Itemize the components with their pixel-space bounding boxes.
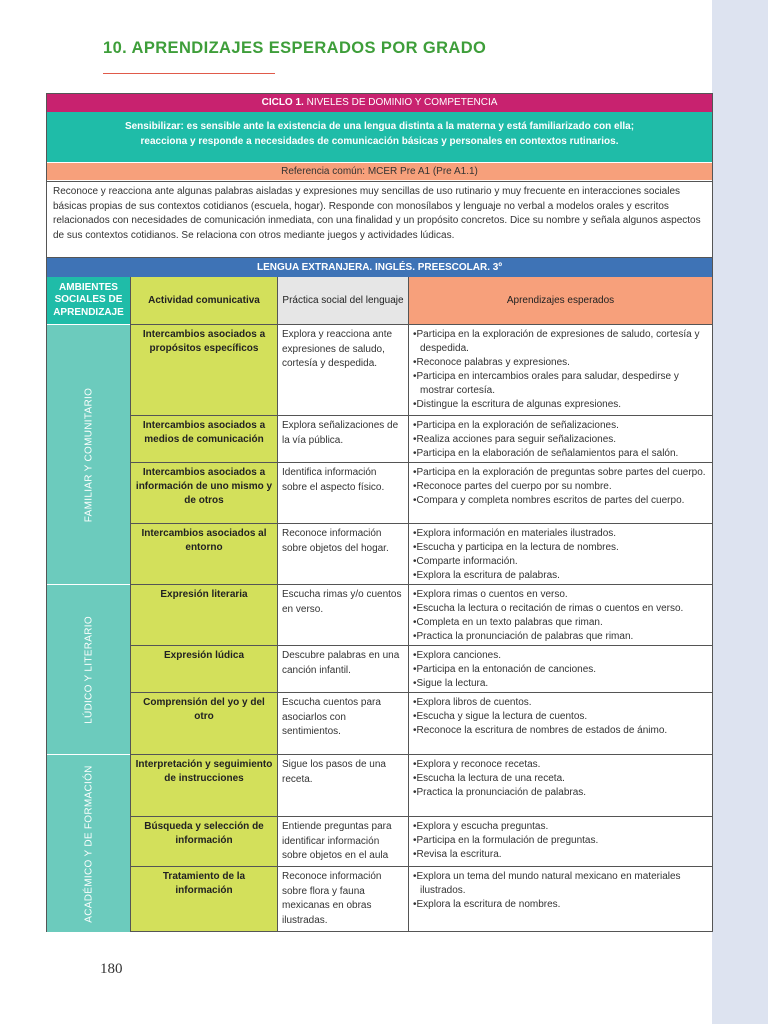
aprendizaje-item: •Sigue la lectura. [413,678,489,690]
group-academico-formacion [47,754,130,932]
aprendizaje-item: •Escucha la lectura de una receta. [413,773,565,785]
aprendizajes-cell [408,693,712,754]
aprendizaje-item: •Participa en la exploración de señalizaciones. [413,420,619,431]
page-number: 180 [100,961,123,977]
aprendizaje-item: •Participa en la elaboración de señalamientos para el salón. [413,448,679,460]
cycle-prefix: CICLO 1. [261,97,304,108]
practica-cell: Reconoce información sobre objetos del hogar. [277,524,408,584]
reference-band: Referencia común: MCER Pre A1 (Pre A1.1) [47,162,712,180]
aprendizaje-item: •Explora la escritura de palabras. [413,570,560,582]
aprendizaje-item: •Escucha y participa en la lectura de nombres. [413,542,619,554]
header-actividad: Actividad comunicativa [130,277,277,324]
practica-cell: Reconoce información sobre flora y fauna mexicanas en obras ilustradas. [277,867,408,931]
aprendizaje-item: •Explora libros de cuentos. [413,697,532,708]
practica-cell: Escucha rimas y/o cuentos en verso. [277,585,408,645]
aprendizaje-item: •Realiza acciones para seguir señalizaciones. [413,434,617,446]
aprendizaje-item: •Explora y escucha preguntas. [413,821,549,832]
group-label: ACADÉMICO Y DE FORMACIÓN [83,764,94,923]
table-row [130,462,712,523]
aprendizajes-cell [408,585,712,645]
aprendizajes-cell [408,524,712,584]
level-description: Reconoce y reacciona ante algunas palabras aisladas y expresiones muy sencillas de uso rutinario y muy frecuente en interacciones sociales básicas propias de sus contextos cotidianos (escuela, hogar). Responde con monosílabos y lenguaje no verbal a modelos orales y escritos relacionados con necesidades de comunicación inmediata, con una finalidad y un propósito concretos. Dice su nombre y señala algunos aspectos de sus contextos cotidianos. Se relaciona con otros mediante juegos y actividades lúdicas. [47,181,712,258]
practica-cell: Identifica información sobre el aspecto físico. [277,463,408,523]
practica-cell: Explora y reacciona ante expresiones de saludo, cortesía y despedida. [277,325,408,415]
cycle-title: NIVELES DE DOMINIO Y COMPETENCIA [303,97,498,108]
actividad-cell: Intercambios asociados a información de uno mismo y de otros [130,463,277,523]
aprendizaje-item: •Explora y reconoce recetas. [413,759,541,770]
group-label: LÚDICO Y LITERARIO [83,615,94,724]
aprendizajes-cell [408,867,712,931]
table-row [130,645,712,692]
actividad-cell: Tratamiento de la información [130,867,277,931]
aprendizaje-item: •Explora rimas o cuentos en verso. [413,589,568,600]
group-label: FAMILIAR Y COMUNITARIO [83,387,94,522]
table-row [130,692,712,754]
actividad-cell: Comprensión del yo y del otro [130,693,277,754]
aprendizaje-item: •Distingue la escritura de algunas expresiones. [413,399,622,411]
header-aprendizajes: Aprendizajes esperados [408,277,712,324]
aprendizaje-item: •Participa en la exploración de preguntas sobre partes del cuerpo. [413,467,706,478]
aprendizaje-item: •Comparte información. [413,556,518,568]
aprendizajes-cell [408,463,712,523]
practica-cell: Entiende preguntas para identificar información sobre objetos en el aula [277,817,408,866]
aprendizaje-item: •Reconoce partes del cuerpo por su nombre. [413,481,612,493]
curriculum-table [46,93,713,932]
aprendizaje-item: •Explora un tema del mundo natural mexicano en materiales ilustrados. [413,871,681,897]
aprendizajes-cell [408,416,712,462]
aprendizaje-item: •Explora información en materiales ilustrados. [413,528,617,539]
aprendizajes-cell [408,646,712,692]
practica-cell: Explora señalizaciones de la vía pública. [277,416,408,462]
aprendizaje-item: •Participa en la entonación de canciones. [413,664,597,676]
practica-cell: Escucha cuentos para asociarlos con sentimientos. [277,693,408,754]
table-row [130,324,712,415]
group-familiar-comunitario [47,324,130,584]
aprendizaje-item: •Compara y completa nombres escritos de partes del cuerpo. [413,495,685,507]
actividad-cell: Expresión lúdica [130,646,277,692]
side-margin-strip [712,0,768,1024]
aprendizaje-item: •Escucha y sigue la lectura de cuentos. [413,711,588,723]
aprendizaje-item: •Completa en un texto palabras que riman. [413,617,603,629]
table-row [130,816,712,866]
aprendizaje-item: •Reconoce palabras y expresiones. [413,357,570,369]
heading-underline [103,73,275,74]
table-row [130,754,712,816]
header-practica: Práctica social del lenguaje [277,277,408,324]
table-row [130,866,712,931]
header-ambientes: AMBIENTES SOCIALES DE APRENDIZAJE [47,277,130,324]
practica-cell: Sigue los pasos de una receta. [277,755,408,816]
aprendizajes-cell [408,325,712,415]
actividad-cell: Búsqueda y selección de información [130,817,277,866]
aprendizaje-item: •Revisa la escritura. [413,849,502,861]
page-heading: 10. APRENDIZAJES ESPERADOS POR GRADO [103,39,487,57]
aprendizajes-cell [408,755,712,816]
table-row [130,584,712,645]
aprendizaje-item: •Participa en la formulación de preguntas. [413,835,599,847]
aprendizaje-item: •Participa en intercambios orales para saludar, despedirse y mostrar cortesía. [413,371,679,397]
table-row [130,523,712,584]
table-row [130,415,712,462]
aprendizaje-item: •Participa en la exploración de expresiones de saludo, cortesía y despedida. [413,329,700,355]
aprendizaje-item: •Reconoce la escritura de nombres de estados de ánimo. [413,725,668,737]
aprendizaje-item: •Explora la escritura de nombres. [413,899,561,911]
cycle-band [47,94,712,112]
aprendizaje-item: •Practica la pronunciación de palabras. [413,787,587,799]
aprendizaje-item: •Escucha la lectura o recitación de rimas o cuentos en verso. [413,603,684,615]
actividad-cell: Interpretación y seguimiento de instrucciones [130,755,277,816]
actividad-cell: Intercambios asociados a medios de comunicación [130,416,277,462]
aprendizajes-cell [408,817,712,866]
actividad-cell: Intercambios asociados al entorno [130,524,277,584]
actividad-cell: Intercambios asociados a propósitos específicos [130,325,277,415]
grade-band: LENGUA EXTRANJERA. INGLÉS. PREESCOLAR. 3º [47,258,712,277]
aprendizaje-item: •Explora canciones. [413,650,501,661]
aprendizaje-item: •Practica la pronunciación de palabras que riman. [413,631,634,643]
sensibilizar-band: Sensibilizar: es sensible ante la existencia de una lengua distinta a la materna y está familiarizado con ella; reacciona y responde a necesidades de comunicación básicas y personales en contextos rutinarios. [47,112,712,162]
practica-cell: Descubre palabras en una canción infantil. [277,646,408,692]
group-ludico-literario [47,584,130,754]
actividad-cell: Expresión literaria [130,585,277,645]
